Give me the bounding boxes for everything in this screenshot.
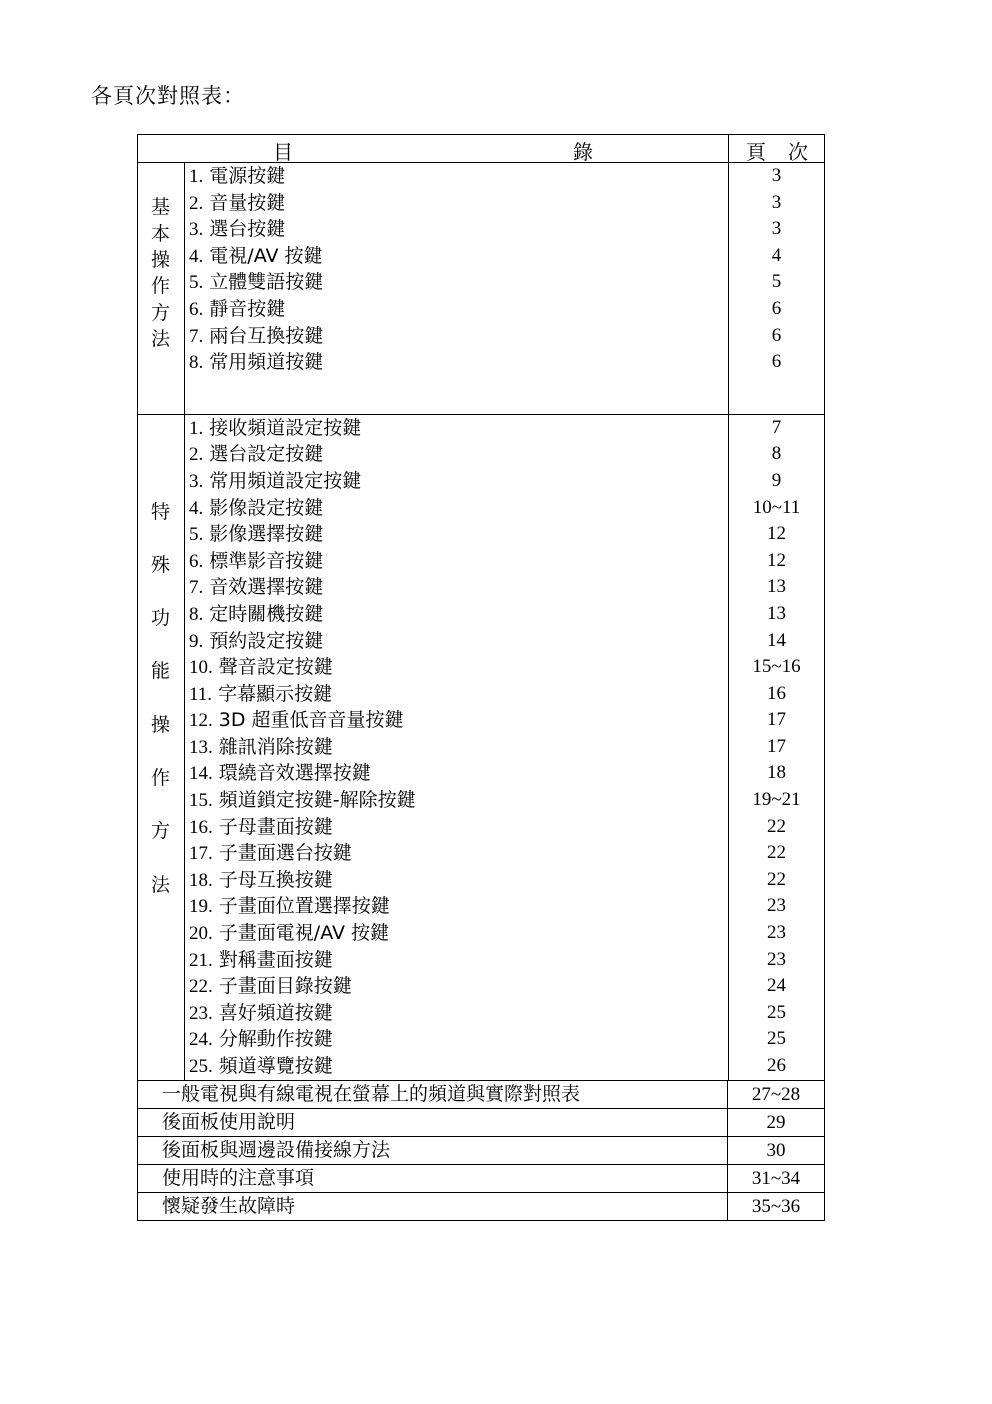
item-number: 8. xyxy=(189,603,204,625)
basic-pages-column xyxy=(729,163,824,414)
category-char: 作 xyxy=(151,275,171,297)
item-page-number: 15~16 xyxy=(752,656,801,678)
special-category-label xyxy=(138,415,185,1080)
other-label: 後面板與週邊設備接線方法 xyxy=(138,1137,728,1164)
item-label: 子母互換按鍵 xyxy=(218,868,333,891)
item-page-number: 4 xyxy=(771,244,782,266)
toc-item xyxy=(185,296,728,323)
item-page-number: 26 xyxy=(767,1055,786,1076)
item-number: 15. xyxy=(189,790,213,812)
item-page-number: 6 xyxy=(771,297,782,319)
header-contents xyxy=(138,135,729,162)
item-number: 24. xyxy=(189,1029,213,1051)
item-page-number: 3 xyxy=(771,218,782,240)
other-page-number: 35~36 xyxy=(751,1195,801,1217)
item-label: 選台設定按鍵 xyxy=(209,443,324,466)
item-number: 17. xyxy=(189,843,213,865)
other-page-number: 27~28 xyxy=(751,1083,801,1105)
special-items-column xyxy=(185,415,729,1080)
toc-item xyxy=(185,349,728,376)
item-number: 25. xyxy=(189,1056,213,1077)
item-label: 電視/AV 按鍵 xyxy=(209,244,323,267)
item-label: 3D 超重低音音量按鍵 xyxy=(218,709,404,732)
item-number: 21. xyxy=(189,949,213,971)
other-label: 一般電視與有線電視在螢幕上的頻道與實際對照表 xyxy=(138,1081,728,1108)
toc-item xyxy=(185,269,728,296)
toc-item xyxy=(185,628,728,655)
toc-item xyxy=(185,973,728,1000)
category-char: 操 xyxy=(151,713,171,736)
item-label: 影像選擇按鍵 xyxy=(209,523,324,546)
item-number: 23. xyxy=(189,1002,213,1024)
item-page-number: 8 xyxy=(771,443,782,465)
item-number: 1. xyxy=(189,166,204,187)
toc-item xyxy=(185,243,728,270)
other-page-number: 29 xyxy=(766,1111,786,1133)
toc-item xyxy=(185,814,728,841)
category-char: 特 xyxy=(151,500,171,523)
item-label: 環繞音效選擇按鍵 xyxy=(218,762,371,785)
toc-item xyxy=(185,415,728,442)
item-label: 立體雙語按鍵 xyxy=(209,271,324,294)
toc-item xyxy=(185,787,728,814)
category-char: 法 xyxy=(151,873,171,896)
item-number: 6. xyxy=(189,298,204,320)
item-page-number: 23 xyxy=(767,948,786,970)
item-label: 子母畫面按鍵 xyxy=(218,815,333,838)
item-number: 13. xyxy=(189,736,213,758)
item-page-number: 17 xyxy=(767,735,786,757)
item-page-number: 25 xyxy=(767,1028,786,1050)
item-page-number: 18 xyxy=(767,762,786,784)
item-number: 7. xyxy=(189,577,204,599)
item-label: 靜音按鍵 xyxy=(209,297,286,320)
toc-item xyxy=(185,323,728,350)
item-number: 5. xyxy=(189,524,204,546)
item-label: 音量按鍵 xyxy=(209,191,286,214)
item-number: 2. xyxy=(189,192,204,214)
toc-item xyxy=(185,548,728,575)
toc-other-row xyxy=(138,1109,824,1137)
header-page-char-2: 次 xyxy=(788,140,808,164)
item-page-number: 6 xyxy=(771,351,782,373)
blank-row xyxy=(729,376,824,414)
item-page-number: 14 xyxy=(767,629,786,651)
toc-item xyxy=(185,190,728,217)
item-label: 標準影音按鍵 xyxy=(209,549,324,572)
category-char: 方 xyxy=(151,302,171,324)
item-number: 5. xyxy=(189,272,204,294)
item-label: 字幕顯示按鍵 xyxy=(218,682,333,705)
header-page-char-1: 頁 xyxy=(746,140,766,164)
toc-item xyxy=(185,707,728,734)
category-char: 法 xyxy=(151,328,171,350)
other-label: 懷疑發生故障時 xyxy=(138,1193,728,1220)
item-page-number: 22 xyxy=(767,842,786,864)
item-number: 3. xyxy=(189,219,204,241)
item-page-number: 23 xyxy=(767,922,786,944)
toc-item xyxy=(185,947,728,974)
toc-table xyxy=(137,134,825,1221)
item-page-number: 22 xyxy=(767,815,786,837)
toc-item xyxy=(185,681,728,708)
toc-item xyxy=(185,468,728,495)
item-page-number: 5 xyxy=(771,271,782,293)
basic-category-label xyxy=(138,163,185,414)
item-label: 對稱畫面按鍵 xyxy=(218,948,333,971)
item-number: 3. xyxy=(189,470,204,492)
item-page-number: 13 xyxy=(767,576,786,598)
toc-other-row xyxy=(138,1081,824,1109)
item-number: 2. xyxy=(189,444,204,466)
item-page-number: 7 xyxy=(771,416,782,438)
item-label: 影像設定按鍵 xyxy=(209,496,324,519)
toc-item xyxy=(185,1026,728,1053)
item-number: 16. xyxy=(189,816,213,838)
other-page-number: 30 xyxy=(766,1139,786,1161)
item-label: 喜好頻道按鍵 xyxy=(218,1001,333,1024)
category-char: 本 xyxy=(151,223,171,245)
toc-item xyxy=(185,760,728,787)
other-page-number: 31~34 xyxy=(751,1167,801,1189)
toc-other-row xyxy=(138,1137,824,1165)
toc-header xyxy=(138,135,824,163)
item-label: 子畫面選台按鍵 xyxy=(218,842,352,865)
item-label: 常用頻道設定按鍵 xyxy=(209,469,362,492)
toc-item xyxy=(185,441,728,468)
item-page-number: 25 xyxy=(767,1001,786,1023)
toc-item xyxy=(185,1053,728,1080)
toc-item xyxy=(185,654,728,681)
item-page-number: 12 xyxy=(767,549,786,571)
toc-other-row xyxy=(138,1165,824,1193)
item-number: 12. xyxy=(189,710,213,732)
category-char: 殊 xyxy=(151,553,171,576)
toc-item xyxy=(185,734,728,761)
item-label: 聲音設定按鍵 xyxy=(218,656,333,679)
item-label: 接收頻道設定按鍵 xyxy=(209,416,362,439)
page-title: 各頁次對照表： xyxy=(91,84,245,108)
item-page-number: 10~11 xyxy=(752,496,801,518)
blank-row xyxy=(185,376,728,414)
item-number: 4. xyxy=(189,497,204,519)
toc-item xyxy=(185,1000,728,1027)
header-contents-char-2: 錄 xyxy=(573,140,593,164)
item-number: 8. xyxy=(189,352,204,374)
item-number: 6. xyxy=(189,550,204,572)
item-number: 1. xyxy=(189,417,204,439)
item-label: 頻道導覽按鍵 xyxy=(218,1055,333,1077)
item-label: 雜訊消除按鍵 xyxy=(218,735,333,758)
special-function-section xyxy=(138,415,824,1081)
item-label: 音效選擇按鍵 xyxy=(209,576,324,599)
toc-item xyxy=(185,495,728,522)
other-label: 使用時的注意事項 xyxy=(138,1165,728,1192)
basic-operation-section xyxy=(138,163,824,415)
item-number: 4. xyxy=(189,245,204,267)
toc-item xyxy=(185,867,728,894)
item-number: 19. xyxy=(189,896,213,918)
other-entries xyxy=(138,1081,824,1220)
item-label: 選台按鍵 xyxy=(209,218,286,241)
item-page-number: 12 xyxy=(767,523,786,545)
item-page-number: 9 xyxy=(771,469,782,491)
item-label: 兩台互換按鍵 xyxy=(209,324,324,347)
item-page-number: 17 xyxy=(767,709,786,731)
item-label: 子畫面位置選擇按鍵 xyxy=(218,895,390,918)
item-page-number: 22 xyxy=(767,868,786,890)
toc-item xyxy=(185,574,728,601)
toc-item xyxy=(185,893,728,920)
toc-item xyxy=(185,216,728,243)
item-number: 18. xyxy=(189,869,213,891)
special-pages-column xyxy=(729,415,824,1080)
item-label: 子畫面目錄按鍵 xyxy=(218,975,352,998)
item-label: 電源按鍵 xyxy=(209,165,286,187)
toc-item xyxy=(185,840,728,867)
toc-item xyxy=(185,163,728,190)
category-char: 功 xyxy=(151,606,171,629)
item-page-number: 23 xyxy=(767,895,786,917)
item-number: 14. xyxy=(189,763,213,785)
item-label: 預約設定按鍵 xyxy=(209,629,324,652)
basic-items-column xyxy=(185,163,729,414)
category-char: 方 xyxy=(151,819,171,842)
item-label: 子畫面電視/AV 按鍵 xyxy=(218,922,390,945)
toc-item xyxy=(185,920,728,947)
item-number: 22. xyxy=(189,976,213,998)
item-page-number: 6 xyxy=(771,324,782,346)
item-page-number: 24 xyxy=(767,975,786,997)
toc-other-row xyxy=(138,1193,824,1220)
item-label: 常用頻道按鍵 xyxy=(209,351,324,374)
toc-item xyxy=(185,521,728,548)
other-label: 後面板使用說明 xyxy=(138,1109,728,1136)
category-char: 操 xyxy=(151,249,171,271)
item-page-number: 3 xyxy=(771,191,782,213)
item-number: 9. xyxy=(189,630,204,652)
item-label: 分解動作按鍵 xyxy=(218,1028,333,1051)
item-page-number: 13 xyxy=(767,602,786,624)
item-label: 定時關機按鍵 xyxy=(209,602,324,625)
header-contents-char-1: 目 xyxy=(273,140,293,164)
item-number: 20. xyxy=(189,923,213,945)
item-number: 10. xyxy=(189,657,213,679)
item-page-number: 19~21 xyxy=(752,789,801,811)
item-page-number: 16 xyxy=(767,682,786,704)
item-number: 7. xyxy=(189,325,204,347)
header-page xyxy=(729,135,824,162)
category-char: 作 xyxy=(151,766,171,789)
item-number: 11. xyxy=(189,683,213,705)
item-label: 頻道鎖定按鍵-解除按鍵 xyxy=(218,789,416,812)
category-char: 能 xyxy=(151,659,171,682)
toc-item xyxy=(185,601,728,628)
category-char: 基 xyxy=(151,196,171,218)
item-page-number: 3 xyxy=(771,165,782,186)
